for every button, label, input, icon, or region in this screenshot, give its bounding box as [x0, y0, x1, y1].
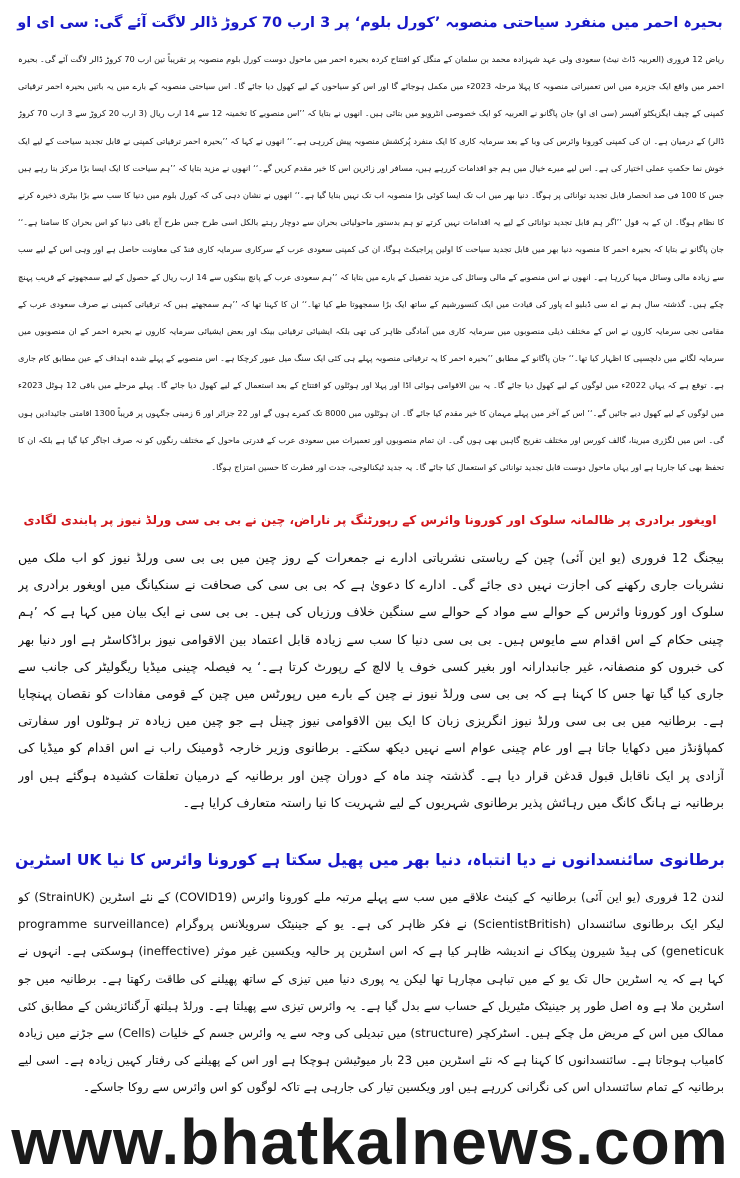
- article-body-uk-strain: لندن 12 فروری (یو این آئی) برطانیہ کے کینٹ علاقے میں سب سے پہلے مرتبہ ملے کورونا وائرس (COVID19) کے نئے اسٹرین (StrainUK) کو لیکر ایک برطانوی سائنسداں (ScientistBritish) نے فکر ظاہر کی ہے۔ یو کے جینیٹک سرویلانس پروگرام (programme surveillance geneticuk) کی ہیڈ شیرون پیکاک نے اندیشہ ظاہر کیا ہے کہ اس اسٹرین پر حالیہ ویکسین غیر موثر (ineffective) ہوسکتی ہے۔ انہوں نے کہا ہے کہ یہ اسٹرین حال تک یو کے میں تباہی مچارہا تھا لیکن یہ پوری دنیا میں تیزی کے ساتھ پھیلنے کی طاقت رکھتا ہے۔ برطانیہ میں جو اسٹرین ملا ہے وہ اصل طور پر جینیٹک مٹیریل کے حساب سے بدل گیا ہے۔ یہ وائرس تیزی سے پھیلتا ہے۔ ورلڈ ہیلتھ آرگنائزیشن کے مطابق کئی ممالک میں اس کے مریض مل چکے ہیں۔ اسٹرکچر (structure) میں تبدیلی کی وجہ سے یہ وائرس جسم کے خلیات (Cells) سے جڑنے میں زیادہ کامیاب ہوجاتا ہے۔ سائنسدانوں کا کہنا ہے کہ نئے اسٹرین میں 23 بار میوٹیشن ہوچکا ہے اور اس کے پھیلنے کی رفتار کہیں زیادہ ہے۔ اسی لیے برطانیہ کے تمام سائنسداں اس کی نگرانی کررہے ہیں اور ویکسین تیار کی جارہی ہے تاکہ لوگوں کو اس وائرس سے روکا جاسکے۔: [18, 890, 724, 1095]
- site-url-watermark: www.bhatkalnews.com: [11, 1106, 729, 1178]
- article-body-bbc-ban: بیجنگ 12 فروری (یو این آئی) چین کے ریاستی نشریاتی ادارے نے جمعرات کے روز چین میں بی بی سی ورلڈ نیوز کو اب ملک میں نشریات جاری رکھنے کی اجازت نہیں دی جائے گی۔ ادارے کا دعویٰ ہے کہ بی بی سی کی صحافت نے سنکیانگ میں اویغور برادری پر سلوک اور کورونا وائرس کے حوالے سے مواد کے حوالے سے سنگین خلاف ورزیاں کی ہیں۔ بی بی سی نے ایک بیان میں کہا ہے کہ ’ہم چینی حکام کے اس اقدام سے مایوس ہیں۔ بی بی سی دنیا کا سب سے زیادہ قابل اعتماد بین الاقوامی نیوز براڈکاسٹر ہے اور دنیا بھر کی خبروں کو منصفانہ، غیر جانبدارانہ اور بغیر کسی خوف یا لالچ کے رپورٹ کرتا ہے۔‘ یہ فیصلہ چینی میڈیا ریگولیٹر کی جانب سے جاری کیا گیا تھا جس کا کہنا ہے کہ بی بی سی ورلڈ نیوز نے چین کے بارے میں رپورٹس میں چین کے قومی مفادات کو نقصان پہنچایا ہے۔ برطانیہ میں بی بی سی ورلڈ نیوز انگریزی زبان کا ایک بین الاقوامی نیوز چینل ہے جو چین میں زیادہ تر ہوٹلوں اور سفارتی کمپاؤنڈز میں دکھایا جاتا ہے اور عام چینی عوام اسے نہیں دیکھ سکتے۔ برطانوی وزیر خارجہ ڈومینک راب نے اس اقدام کو میڈیا کی آزادی پر ایک ناقابل قبول قدغن قرار دیا ہے۔ گذشتہ چند ماہ کے دوران چین اور برطانیہ کے درمیان تعلقات کشیدہ ہوگئے ہیں اور برطانیہ نے ہانگ کانگ میں رہائش پذیر برطانوی شہریوں کے لیے شہریت کا نیا راستہ متعارف کرایا ہے۔: [18, 550, 724, 810]
- headline-bbc-ban-china: اویغور برادری پر ظالمانہ سلوک اور کورونا وائرس کے رپورٹنگ پر ناراض، چین نے بی بی سی ورلڈ نیوز پر پابندی لگادی: [23, 513, 717, 527]
- headline-red-sea-coral-bloom: بحیرہ احمر میں منفرد سیاحتی منصوبہ ’کورل بلوم‘ پر 3 ارب 70 کروڑ ڈالر لاگت آئے گی: سی ای او: [17, 15, 723, 31]
- headline-uk-strain-warning: برطانوی سائنسدانوں نے دیا انتباہ، دنیا بھر میں پھیل سکتا ہے کورونا وائرس کا نیا UK اسٹرین: [15, 851, 725, 869]
- article-body-red-sea: ریاض 12 فروری (العربیہ ڈاٹ نیٹ) سعودی ولی عہد شہزادہ محمد بن سلمان کے منگل کو افتتاح کردہ بحیرہ احمر میں ماحول دوست کورل بلوم منصوبہ پر تقریباً تین ارب 70 کروڑ ڈالر لاگت آئے گی۔ بحیرہ احمر میں واقع ایک جزیرہ میں اس تعمیراتی منصوبہ کا پہلا مرحلہ 2023ء میں مکمل ہوجائے گا اور اس کو سیاحوں کے لیے کھول دیا جائے گا۔ اس سیاحتی منصوبہ کے بارے میں یہ باتیں بحیرہ احمر ترقیاتی کمپنی کے چیف ایگزیکٹو آفیسر (سی ای او) جان پاگانو نے العربیہ کو ایک خصوصی انٹرویو میں بتائی ہیں۔ انھوں نے بتایا کہ ’’اس منصوبے کا تخمینہ 12 سے 14 ارب ریال (3 ارب 20 کروڑ سے 3 ارب 70 کروڑ ڈالر) کے درمیان ہے۔ ان کی کمپنی کورونا وائرس کی وبا کے بعد سرمایہ کاری کا ایک منفرد پُرکشش منصوبہ پیش کررہی ہے۔‘‘ انھوں نے کہا کہ ’’بحیرہ احمر ترقیاتی کمپنی نے قابل تجدید سیاحت کے لیے ایک خوش نما حکمتِ عملی اختیار کی ہے۔ اس لیے میرے خیال میں ہم جو اقدامات کررہے ہیں، مسافر اور زائرین اس کا خیر مقدم کریں گے۔‘‘ انھوں نے مزید بتایا کہ ’’ہم سیاحت کا ایک ایسا بڑا مرکز بنا رہے ہیں جس کا 100 فی صد انحصار قابل تجدید توانائی پر ہوگا۔ دنیا بھر میں اب تک ایسا کوئی بڑا منصوبہ اب تک نہیں بنایا گیا ہے۔‘‘ انھوں نے نشان دہی کی کہ کورل بلوم میں دنیا کا سب سے بڑا بیٹری ذخیرہ کرنے کا نظام ہوگا۔ ان کے بہ قول ’’اگر ہم قابل تجدید توانائی کے لیے یہ اقدامات نہیں کرتے تو ہم بدستور ماحولیاتی بحران سے دوچار رہتے بالکل اسی طرح جس طرح آج باقی دنیا کو اس بحران کا سامنا ہے۔‘‘ جان پاگانو نے بتایا کہ بحیرہ احمر کا منصوبہ دنیا بھر میں قابل تجدید سیاحت کا اولین پراجیکٹ ہوگا، ان کی کمپنی سعودی عرب کے سرکاری سرمایہ کاری فنڈ کی معاونت حاصل ہے اور وہی اس کے لیے سب سے زیادہ مالی وسائل مہیا کررہا ہے۔ انھوں نے اس منصوبے کے مالی وسائل کی مزید تفصیل کے بارے میں بتایا کہ ’’ہم سعودی عرب کے پانچ بینکوں سے 14 ارب ریال کے حصول کے لیے سمجھوتے کے قریب پہنچ چکے ہیں۔ گذشتہ سال ہم نے اے سی ڈبلیو اے پاور کی قیادت میں ایک کنسورشیم کے ساتھ ایک بڑا سمجھوتا طے کیا تھا۔‘‘ ان کا کہنا تھا کہ ’’ہم سمجھتے ہیں کہ ترقیاتی کمپنی نے صرف سعودی عرب کے مقامی نجی سرمایہ کاروں نے اس کے مختلف ذیلی منصوبوں میں سرمایہ کاری میں آمادگی ظاہر کی تھی بلکہ ایشیائی ترقیاتی بینک اور بعض ایشیائی سرمایہ کاروں نے بحیرہ احمر کے ان منصوبوں میں سرمایہ لگانے میں دلچسپی کا اظہار کیا تھا۔‘‘ جان پاگانو کے مطابق ’’بحیرہ احمر کا یہ ترقیاتی منصوبہ پہلے ہی کئی ایک سنگ میل عبور کرچکا ہے۔ اس منصوبے کے پہلے شدہ اہداف کے عین مطابق کام جاری ہے۔ توقع ہے کہ یہاں 2022ء میں لوگوں کے لیے کھول دیا جائے گا۔ یہ بین الاقوامی ہوائی اڈا اور پہلا اور ہوٹلوں کو افتتاح کے بعد استعمال کے لیے کھول دیا جائے گا۔ پہلے مرحلے میں باقی 12 ہوٹل 2023ء میں لوگوں کے لیے کھول دیے جائیں گے۔‘‘ اس کے آخر میں پہلے مہمان کا خیر مقدم کیا جائے گا۔ ان ہوٹلوں میں 8000 تک کمرے ہوں گے اور 22 جزائر اور 6 زمینی جگہوں پر قریباً 1300 اقامتی جائیدادیں ہوں گی۔ اس میں لگژری میرینا، گالف کورس اور مختلف تفریح گاہیں بھی ہوں گی۔ ان تمام منصوبوں اور تعمیرات میں سعودی عرب کے قدرتی ماحول کے مختلف رنگوں کو نہ صرف اجاگر کیا گیا ہے بلکہ ان کا تحفظ بھی کیا جارہا ہے اور یہاں ماحول دوست قابل تجدید توانائی کو استعمال کیا جائے گا۔ یہ جدید ٹیکنالوجی، جدت اور فطرت کا حسین امتزاج ہوگا۔: [18, 54, 724, 473]
